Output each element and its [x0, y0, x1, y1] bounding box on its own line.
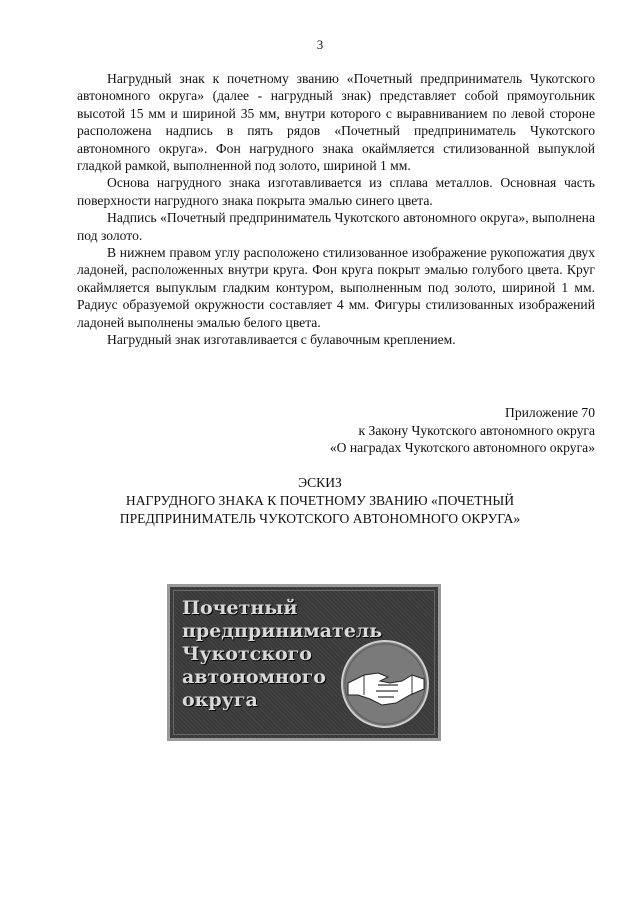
appendix-law-reference: к Закону Чукотского автономного округа — [358, 422, 595, 438]
sketch-title-line: ЭСКИЗ — [298, 475, 342, 490]
sketch-title-line: НАГРУДНОГО ЗНАКА К ПОЧЕТНОМУ ЗВАНИЮ «ПОЧЕТНЫЙ — [125, 492, 515, 508]
paragraph: Нагрудный знак к почетному званию «Почетный предприниматель Чукотского автономного округа» (далее - нагрудный знак) представляет собой прямоугольник высотой 15 мм и шириной 35 мм, внутри которого с выравниванием по левой стороне расположена надпись в пять рядов «Почетный предприниматель Чукотского автономного округа». Фон нагрудного знака окаймляется стилизованной выпуклой гладкой рамкой, выполненной под золото, шириной 1 мм. — [77, 71, 595, 174]
sketch-title — [0, 474, 640, 527]
paragraph: В нижнем правом углу расположено стилизованное изображение рукопожатия двух ладоней, расположенных внутри круга. Фон круга покрыт эмалью голубого цвета. Круг окаймляется выпуклым гладким контуром, выполненным под золото, шириной 1 мм. Радиус образуемой окружности составляет 4 мм. Фигуры стилизованных изображений ладоней выполнены эмалью белого цвета. — [77, 245, 595, 330]
badge-inscription-line: Почетный — [182, 597, 298, 619]
badge-inscription-line: округа — [182, 689, 258, 711]
sketch-title-line: ПРЕДПРИНИМАТЕЛЬ ЧУКОТСКОГО АВТОНОМНОГО ОКРУГА» — [119, 510, 521, 526]
paragraph: Основа нагрудного знака изготавливается из сплава металлов. Основная часть поверхности нагрудного знака покрыта эмалью синего цвета. — [77, 175, 595, 208]
badge-inscription-line: предприниматель — [182, 620, 383, 642]
page-number: 3 — [316, 37, 324, 52]
appendix-number: Приложение 70 — [505, 405, 595, 420]
appendix-header — [330, 404, 595, 457]
badge-description — [77, 70, 595, 349]
badge-inscription-line: Чукотского — [182, 643, 312, 665]
paragraph: Нагрудный знак изготавливается с булавочным креплением. — [107, 332, 456, 348]
appendix-law-title: «О наградах Чукотского автономного округа» — [329, 440, 595, 456]
paragraph: Надпись «Почетный предприниматель Чукотского автономного округа», выполнена под золото. — [77, 210, 595, 243]
badge-inscription-line: автономного — [182, 666, 326, 688]
badge-sketch-image — [167, 584, 441, 741]
handshake-circle-icon — [340, 639, 430, 729]
